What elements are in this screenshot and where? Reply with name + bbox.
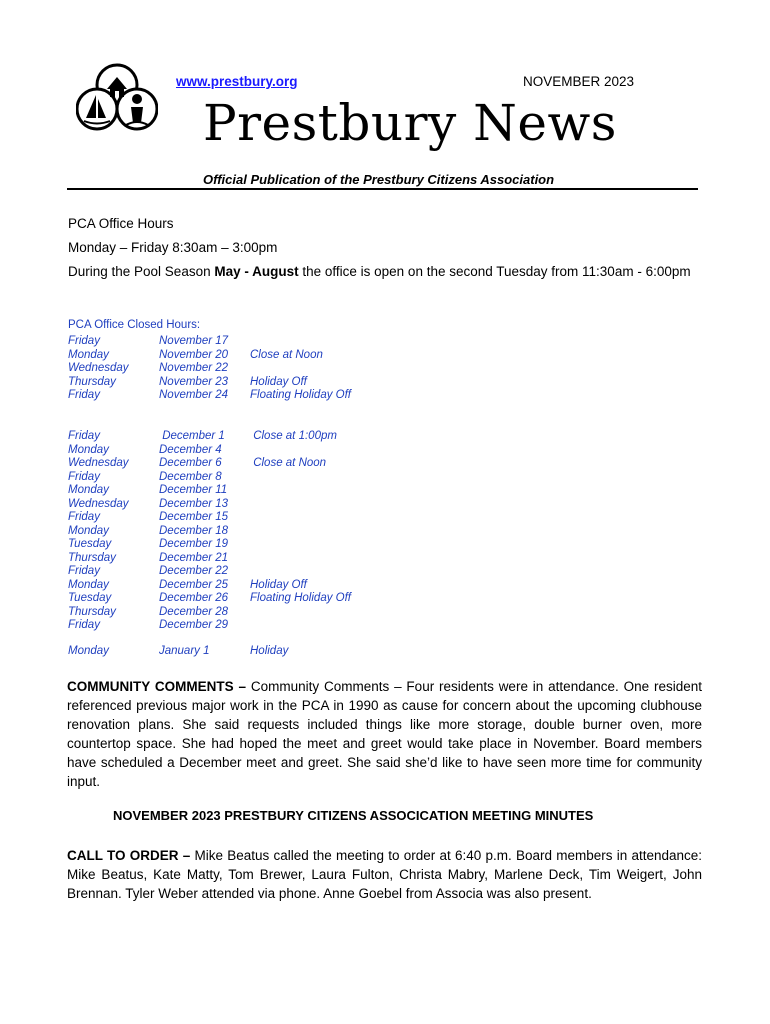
closed-date: December 15	[159, 511, 229, 523]
closed-hours-row	[68, 376, 410, 390]
closed-day: Friday	[68, 565, 100, 577]
website-link[interactable]: www.prestbury.org	[176, 74, 298, 89]
closed-day: Wednesday	[68, 457, 129, 469]
closed-date: December 28	[159, 605, 229, 618]
closed-note	[250, 511, 410, 525]
closed-date: December 26	[159, 592, 229, 604]
closed-hours-row	[68, 511, 410, 525]
closed-hours-row	[68, 525, 410, 539]
closed-date: November 22	[159, 362, 229, 374]
closed-date: December 29	[159, 619, 229, 631]
closed-hours-january	[68, 645, 410, 659]
closed-date: December 22	[159, 565, 229, 577]
closed-hours-december	[68, 430, 410, 633]
closed-note	[250, 525, 410, 539]
closed-note	[250, 538, 410, 552]
issue-date: NOVEMBER 2023	[522, 74, 634, 89]
closed-note: Holiday	[250, 645, 289, 657]
closed-day: Friday	[68, 470, 100, 483]
page-title: Prestbury News	[203, 94, 617, 152]
closed-day: Monday	[68, 484, 109, 496]
closed-note	[250, 552, 410, 566]
closed-hours-row	[68, 484, 410, 498]
closed-day: Monday	[68, 578, 109, 591]
closed-note: Holiday Off	[250, 375, 307, 388]
closed-note	[250, 335, 410, 349]
closed-hours-row	[68, 606, 410, 620]
closed-note: Close at 1:00pm	[250, 430, 337, 442]
closed-hours-row	[68, 471, 410, 485]
closed-day: Friday	[68, 619, 100, 631]
closed-date: December 11	[159, 484, 228, 496]
closed-note	[250, 606, 410, 620]
call-to-order-text: Mike Beatus called the meeting to order at 6:40 p.m. Board members in attendance: Mike Beatus, Kate Matty, Tom Brewer, Laura Fulton, Christa Mabry, Marlene Deck, Tim Weigert, John Brennan. Tyler Weber attended via phone. Anne Goebel from Associa was also present.	[67, 848, 702, 901]
pool-season-months: May - August	[214, 264, 299, 279]
closed-date: November 20	[159, 348, 229, 361]
closed-note: Close at Noon	[250, 348, 323, 361]
closed-day: Monday	[68, 645, 109, 657]
closed-day: Friday	[68, 335, 100, 347]
closed-day: Friday	[68, 511, 100, 523]
closed-day: Monday	[68, 443, 109, 456]
closed-hours-row	[68, 335, 410, 349]
closed-day: Friday	[68, 389, 100, 401]
community-comments-label: COMMUNITY COMMENTS –	[67, 679, 246, 694]
closed-note	[250, 484, 410, 498]
closed-day: Wednesday	[68, 497, 129, 510]
closed-hours-row	[68, 457, 410, 471]
closed-note	[250, 565, 410, 579]
closed-hours-november	[68, 335, 410, 403]
pool-season-suffix: the office is open on the second Tuesday from 11:30am - 6:00pm	[298, 264, 691, 279]
closed-date: December 6	[159, 457, 222, 469]
call-to-order-label: CALL TO ORDER –	[67, 848, 191, 863]
closed-hours-row	[68, 389, 410, 403]
closed-note: Floating Holiday Off	[250, 389, 351, 401]
closed-day: Wednesday	[68, 362, 129, 374]
closed-hours-row	[68, 619, 410, 633]
closed-day: Thursday	[68, 375, 116, 388]
closed-note: Holiday Off	[250, 578, 307, 591]
closed-hours-title: PCA Office Closed Hours:	[68, 319, 201, 331]
closed-hours-row	[68, 430, 410, 444]
closed-note: Floating Holiday Off	[250, 592, 351, 604]
closed-day: Monday	[68, 524, 109, 537]
closed-hours-row	[68, 538, 410, 552]
closed-date: December 8	[159, 470, 222, 483]
community-comments-text: Community Comments – Four residents were in attendance. One resident referenced previous major work in the PCA in 1990 as cause for concern about the upcoming clubhouse renovation plans. She said requests included things like more storage, double burner oven, more countertop space. She had hoped the meet and greet would take place in November. Board members have scheduled a December meet and greet. She said she’d like to have seen more time for community input.	[67, 679, 702, 789]
closed-date: December 25	[159, 578, 229, 591]
closed-day: Tuesday	[68, 592, 112, 604]
publication-subtitle: Official Publication of the Prestbury Citizens Association	[203, 172, 555, 187]
closed-date: January 1	[159, 645, 210, 657]
closed-day: Monday	[68, 348, 109, 361]
closed-day: Thursday	[68, 605, 116, 618]
closed-note	[250, 619, 410, 633]
closed-hours-row	[68, 579, 410, 593]
community-comments	[67, 677, 702, 791]
closed-date: December 13	[159, 497, 229, 510]
closed-note	[250, 498, 410, 512]
closed-date: November 23	[159, 375, 229, 388]
closed-hours-row	[68, 565, 410, 579]
closed-date: December 4	[159, 443, 222, 456]
office-hours-heading: PCA Office Hours	[68, 216, 174, 231]
closed-date: December 18	[159, 524, 229, 537]
closed-hours-row	[68, 444, 410, 458]
closed-date: December 1	[159, 430, 225, 442]
closed-note	[250, 471, 410, 485]
office-hours-weekday: Monday – Friday 8:30am – 3:00pm	[68, 240, 278, 255]
pca-logo	[76, 63, 158, 138]
closed-note: Close at Noon	[250, 457, 327, 469]
closed-hours-row	[68, 552, 410, 566]
header-divider	[67, 188, 698, 190]
pool-season-hours	[68, 263, 702, 281]
closed-hours-row	[68, 362, 410, 376]
office-hours-section	[68, 215, 702, 287]
closed-hours-row	[68, 592, 410, 606]
pool-season-prefix: During the Pool Season	[68, 264, 215, 279]
closed-hours-row	[68, 349, 410, 363]
closed-date: November 24	[159, 389, 229, 401]
closed-date: December 19	[159, 538, 229, 550]
closed-note	[250, 444, 410, 458]
closed-hours-row	[68, 645, 410, 659]
closed-day: Thursday	[68, 551, 116, 564]
closed-hours-row	[68, 498, 410, 512]
closed-day: Friday	[68, 430, 100, 442]
call-to-order	[67, 846, 702, 903]
closed-date: November 17	[159, 335, 229, 347]
closed-date: December 21	[159, 551, 229, 564]
closed-note	[250, 362, 410, 376]
closed-day: Tuesday	[68, 538, 112, 550]
minutes-heading: NOVEMBER 2023 PRESTBURY CITIZENS ASSOCICATION MEETING MINUTES	[113, 808, 594, 823]
